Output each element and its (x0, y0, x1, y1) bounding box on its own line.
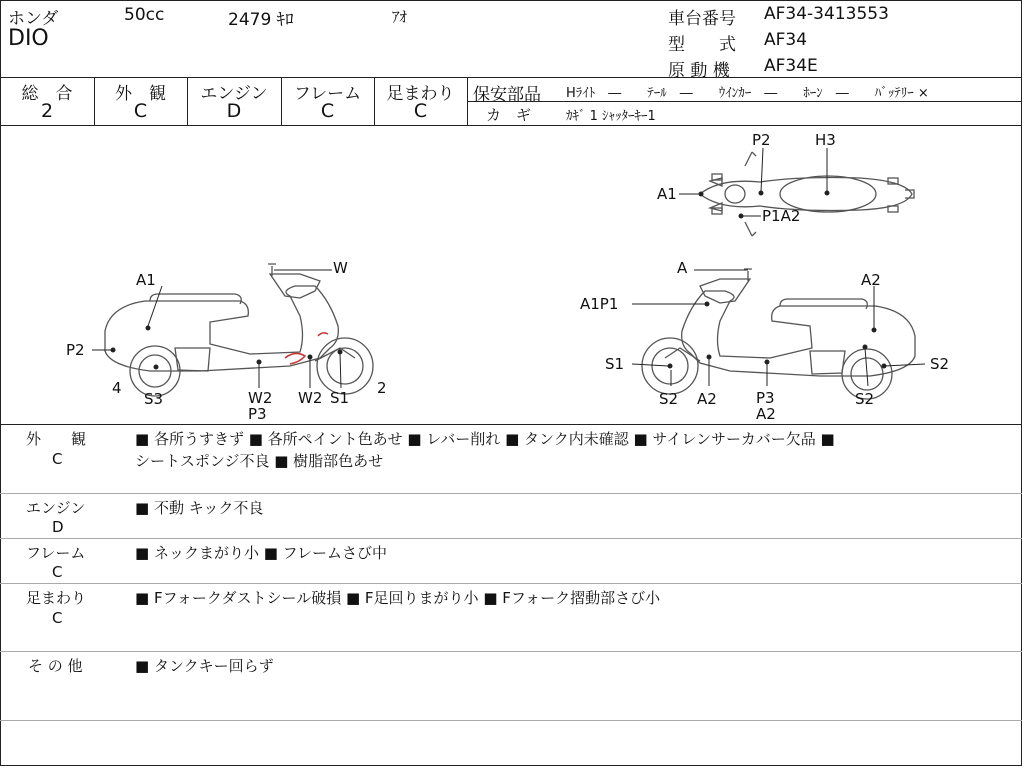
remark-other-label: そ の 他 (28, 657, 83, 675)
right-label-a1p1: A1P1 (580, 295, 619, 313)
left-label-w: W (333, 259, 348, 277)
remark-exterior-line1: ■ 各所うすきず ■ 各所ペイント色あせ ■ レバー削れ ■ タンク内未確認 ■ サイレンサーカバー欠品 ■ (135, 430, 835, 448)
color: ｱｵ (392, 8, 408, 26)
grade-engine-value: D (226, 100, 242, 122)
right-label-a2: A2 (861, 271, 881, 289)
left-label-a1: A1 (136, 271, 156, 289)
grade-suspension-value: C (413, 100, 428, 122)
top-label-a1: A1 (657, 185, 677, 203)
frame-no: AF34-3413553 (764, 4, 889, 24)
grade-top-line (0, 77, 1022, 78)
grade-total-value: 2 (40, 100, 54, 122)
left-label-s3: S3 (144, 390, 164, 408)
maker: ホンダ (8, 9, 59, 29)
top-label-h3: H3 (815, 131, 836, 149)
left-label-s1: S1 (330, 389, 350, 407)
key-label: カ ギ (486, 106, 532, 124)
right-label-s1: S1 (605, 355, 625, 373)
remark-other-line1: ■ タンクキー回らず (135, 657, 274, 675)
right-label-a2c: A2 (756, 405, 776, 423)
left-label-w2b: W2 (298, 389, 323, 407)
displacement: 50cc (124, 5, 165, 25)
grade-exterior-value: C (133, 100, 148, 122)
engine-label: 原 動 機 (668, 61, 730, 81)
remark-frame-label: フレーム (26, 544, 86, 562)
left-label-4: 4 (112, 379, 122, 397)
right-label-s2c: S2 (855, 390, 875, 408)
top-view-scooter (700, 152, 914, 236)
remark-engine-grade: D (52, 518, 64, 536)
type-label: 型 式 (668, 35, 736, 55)
grade-suspension-label: 足まわり (386, 84, 455, 104)
left-label-p2: P2 (66, 341, 85, 359)
safety-mid-line (467, 101, 1022, 102)
remark-exterior-grade: C (52, 450, 63, 468)
safety-items: Hﾗｲﾄ ― ﾃｰﾙ ― ｳｲﾝｶｰ ― ﾎｰﾝ ― ﾊﾞｯﾃﾘｰ × (566, 86, 929, 101)
remark-suspension-label: 足まわり (26, 589, 87, 607)
remark-exterior-line2: シートスポンジ不良 ■ 樹脂部色あせ (135, 452, 384, 470)
key-value: ｶｷﾞ 1 ｼｬｯﾀｰｷｰ1 (566, 109, 656, 124)
grade-frame-value: C (320, 100, 335, 122)
top-label-p2: P2 (752, 131, 771, 149)
left-label-2: 2 (377, 379, 387, 397)
type-value: AF34 (764, 30, 808, 50)
remark-suspension-line1: ■ Fフォークダストシール破損 ■ F足回りまがり小 ■ Fフォーク摺動部さび小 (135, 589, 661, 607)
safety-label: 保安部品 (473, 85, 541, 105)
grade-engine-label: エンジン (200, 84, 268, 104)
top-label-p1a2: P1A2 (762, 207, 801, 225)
left-label-p3: P3 (248, 405, 267, 423)
remark-frame-grade: C (52, 563, 63, 581)
remark-engine-label: エンジン (26, 499, 86, 517)
remarks-top-line (0, 424, 1022, 425)
frame-no-label: 車台番号 (668, 9, 736, 29)
scooter-diagram (0, 126, 1022, 424)
right-label-a: A (677, 259, 688, 277)
engine-value: AF34E (764, 56, 818, 76)
grade-total-label: 総 合 (21, 84, 73, 104)
right-label-a2b: A2 (697, 390, 717, 408)
remark-frame-line1: ■ ネックまがり小 ■ フレームさび中 (135, 544, 388, 562)
mileage: 2479 ｷﾛ (228, 10, 294, 30)
right-label-p3: P3 (756, 389, 775, 407)
remark-suspension-grade: C (52, 609, 63, 627)
remark-engine-line1: ■ 不動 キック不良 (135, 499, 264, 517)
remark-exterior-label: 外 観 (26, 430, 87, 448)
grade-frame-label: フレーム (293, 84, 362, 104)
grade-exterior-label: 外 観 (115, 84, 166, 104)
right-label-s2b: S2 (659, 390, 679, 408)
damage-mark (285, 333, 328, 364)
model-name: DIO (8, 26, 49, 51)
right-label-s2: S2 (930, 355, 950, 373)
left-label-w2: W2 (248, 389, 273, 407)
